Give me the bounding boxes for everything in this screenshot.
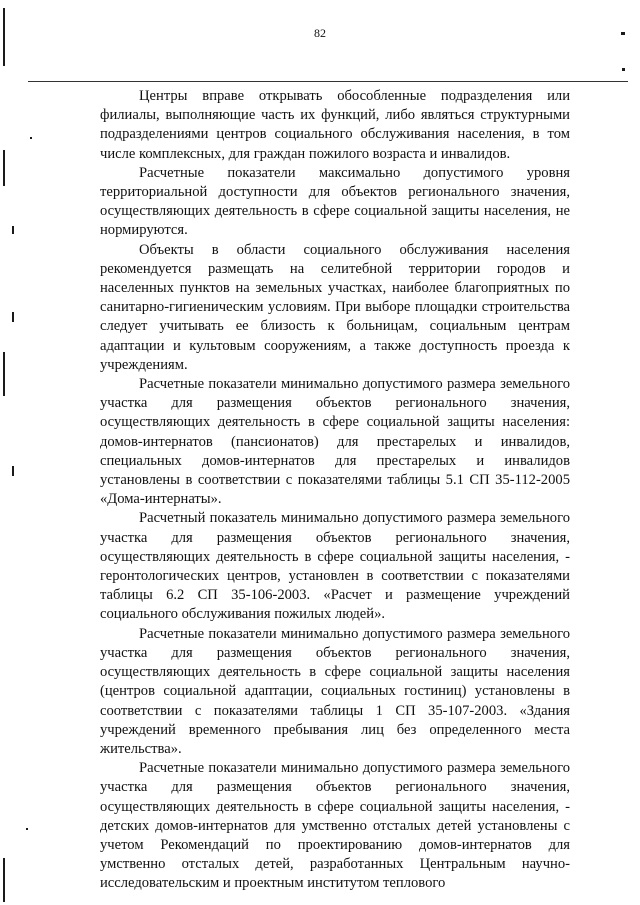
paragraph: Объекты в области социального обслуживания населения рекомендуется размещать на селитебной территории городов и населенных пунктов на земельных участках, наиболее благоприятных по санитарно-гигиеническим условиям. При выборе площадки строительства следует учитывать ее близость к больницам, социальным центрам адаптации и культовым сооружениям, а также доступность проезда к учреждениям. [100, 241, 570, 373]
scan-speck [621, 32, 625, 35]
scan-speck [30, 137, 32, 139]
scan-divider-line [28, 81, 628, 82]
paragraph: Расчетный показатель минимально допустимого размера земельного участка для размещения объектов регионального значения, осуществляющих деятельность в сфере социальной защиты населения, - геронтологических центров, установлен в соответствии с показателями таблицы 6.2 СП 35-106-2003. «Расчет и размещение учреждений социального обслуживания пожилых людей». [100, 510, 570, 623]
scan-speck [26, 828, 28, 830]
paragraph: Центры вправе открывать обособленные подразделения или филиалы, выполняющие часть их функций, либо являться структурными подразделениями центров социального обслуживания населения, в том числе комплексных, для граждан пожилого возраста и инвалидов. [100, 88, 570, 162]
paragraph: Расчетные показатели минимально допустимого размера земельного участка для размещения объектов регионального значения, осуществляющих деятельность в сфере социальной защиты населения: домов-интернатов (пансионатов) для престарелых и инвалидов, специальных домов-интернатов для престарелых и инвалидов установлены в соответствии с показателями таблицы 5.1 СП 35-112-2005 «Дома-интернаты». [100, 376, 570, 508]
document-body [100, 87, 570, 894]
scan-speck [622, 68, 625, 71]
scan-edge-mark [3, 8, 5, 66]
scan-speck [12, 312, 14, 322]
paragraph: Расчетные показатели максимально допустимого уровня территориальной доступности для объектов регионального значения, осуществляющих деятельность в сфере социальной защиты населения, не нормируются. [100, 164, 570, 239]
paragraph: Расчетные показатели минимально допустимого размера земельного участка для размещения объектов регионального значения, осуществляющих деятельность в сфере социальной защиты населения (центров социальной адаптации, социальных гостиниц) установлены в соответствии с показателями таблицы 1 СП 35-107-2003. «Здания учреждений временного пребывания лиц без определенного места жительства». [100, 625, 570, 757]
scan-edge-mark [3, 150, 5, 186]
scan-edge-mark [3, 858, 5, 902]
page-number: 82 [314, 26, 326, 40]
paragraph: Расчетные показатели минимально допустимого размера земельного участка для размещения объектов регионального значения, осуществляющих деятельность в сфере социальной защиты населения, - детских домов-интернатов для умственно отсталых детей установлены с учетом Рекомендаций по проектированию домов-интернатов для умственно отсталых детей, разработанных Центральным научно-исследовательским и проектным институтом теплового [100, 760, 570, 892]
scan-speck [12, 226, 14, 234]
scan-speck [12, 466, 14, 476]
scan-edge-mark [3, 352, 5, 396]
